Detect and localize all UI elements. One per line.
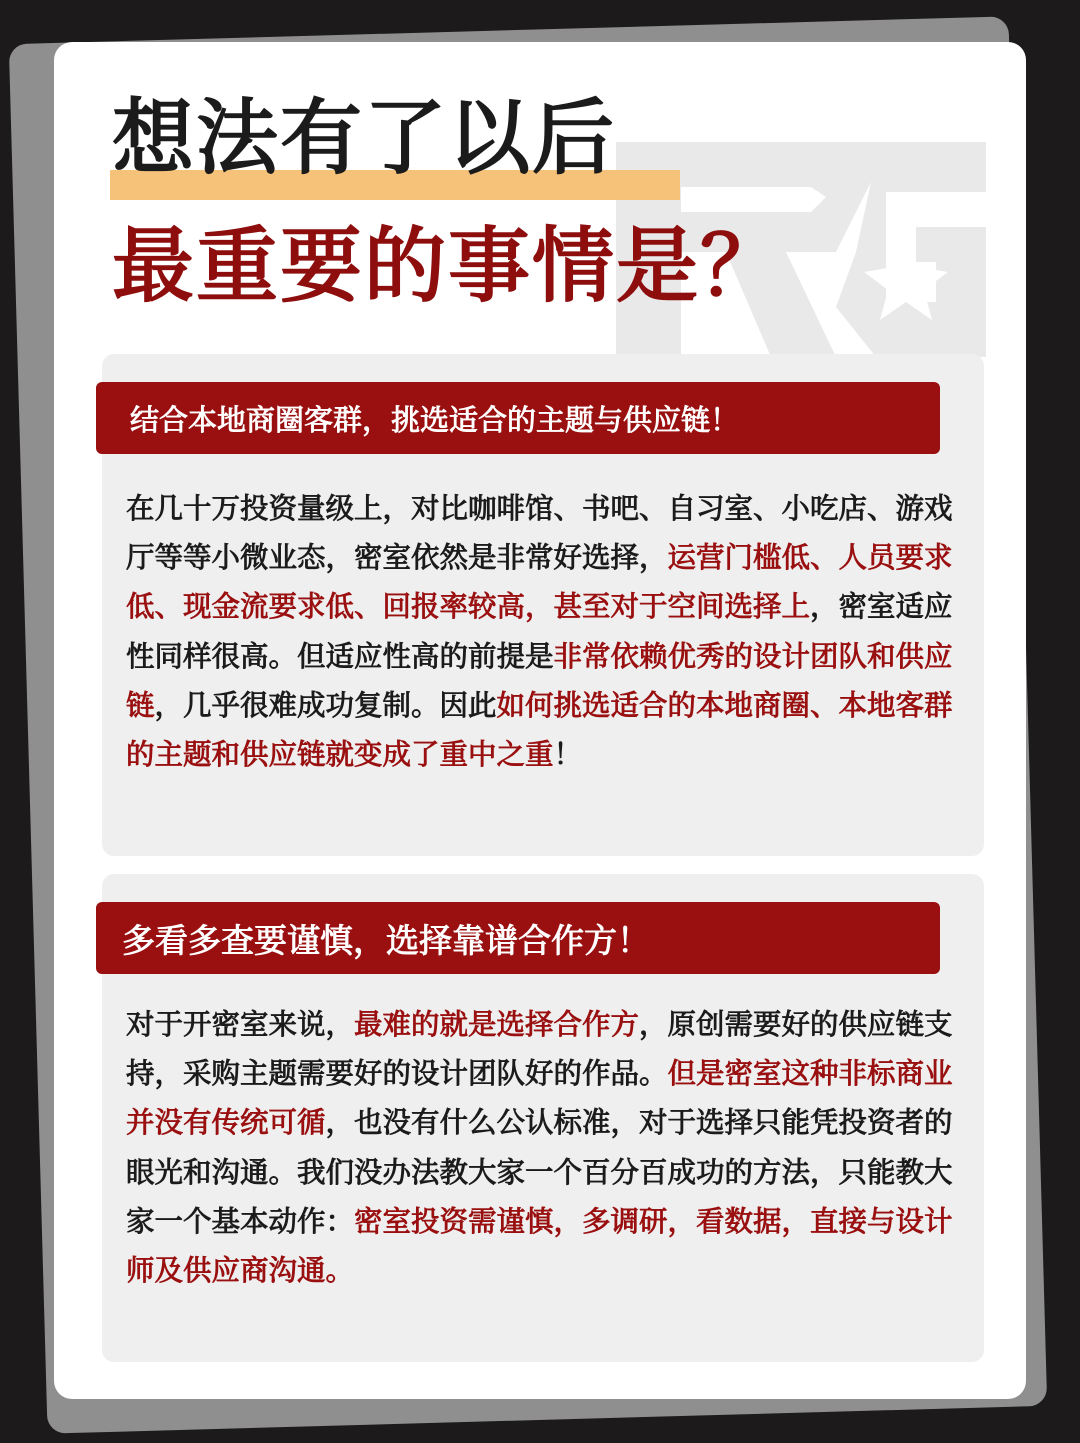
highlight-segment: 密室投资需谨慎，多调研，看数据，直接与设计师及供应商沟通。	[126, 1204, 953, 1288]
title-line-1: 想法有了以后	[112, 91, 617, 186]
poster-card	[54, 42, 1026, 1399]
section-heading: 结合本地商圈客群，挑选适合的主题与供应链！	[96, 382, 940, 454]
highlight-segment: 最难的就是选择合作方	[354, 1008, 640, 1041]
body-segment: 对于开密室来说，	[126, 1008, 355, 1041]
section-choose-partner	[102, 874, 984, 1362]
section-body	[126, 484, 966, 779]
section-heading: 多看多查要谨慎，选择靠谱合作方！	[96, 902, 940, 974]
body-segment: ，几乎很难成功复制。因此	[154, 688, 497, 722]
highlight-segment: 运营门槛低、人员要求低、现金流要求低、回报率较高，甚至对于空间选择上	[126, 541, 953, 624]
section-local-themes	[102, 354, 984, 856]
body-segment: 在几十万投资量级上，对比咖啡馆、书吧、自习室、小吃店、游戏厅等等小微业态，密室依然是非常好选择，	[126, 492, 953, 575]
body-segment: ，也没有什么公认标准，对于选择只能凭投资者的眼光和沟通。我们没办法教大家一个百分百成功的方法，只能教大家一个基本动作：	[126, 1106, 953, 1238]
body-segment: ！	[553, 738, 583, 772]
highlight-segment: 非常依赖优秀的设计团队和供应链	[126, 639, 953, 722]
title-line-2: 最重要的事情是？	[112, 219, 785, 314]
highlight-segment: 如何挑选适合的本地商圈、本地客群的主题和供应链就变成了重中之重	[126, 688, 953, 772]
highlight-segment: 但是密室这种非标商业并没有传统可循	[126, 1057, 953, 1140]
body-segment: ，原创需要好的供应链支持，采购主题需要好的设计团队好的作品。	[126, 1008, 953, 1091]
body-segment: ，密室适应性同样很高。但适应性高的前提是	[126, 590, 953, 673]
section-body	[126, 1000, 966, 1295]
